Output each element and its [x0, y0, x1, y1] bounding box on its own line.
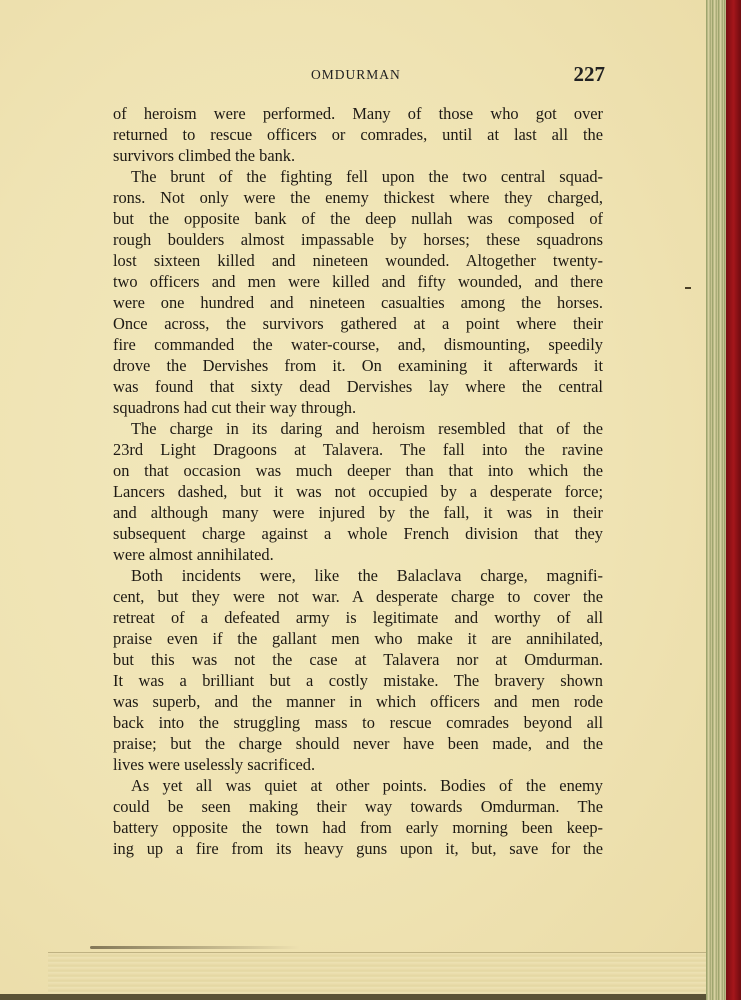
text-line: returned to rescue officers or comrades, until at last all the	[113, 125, 603, 144]
text-line: squadrons had cut their way through.	[113, 398, 357, 417]
text-line: but the opposite bank of the deep nullah was composed of	[113, 209, 603, 228]
text-line: back into the struggling mass to rescue comrades beyond all	[113, 713, 603, 732]
margin-mark	[685, 287, 691, 289]
page-number: 227	[573, 62, 605, 86]
text-line: The charge in its daring and heroism resembled that of the	[131, 419, 603, 438]
text-line: fire commanded the water-course, and, dismounting, speedily	[113, 335, 603, 354]
text-line: praise; but the charge should never have been made, and the	[113, 734, 603, 753]
text-line: retreat of a defeated army is legitimate and worthy of all	[113, 608, 603, 627]
running-title: OMDURMAN	[311, 67, 401, 82]
text-line: was found that sixty dead Dervishes lay where the central	[113, 377, 603, 396]
text-line: battery opposite the town had from early morning been keep-	[113, 818, 603, 837]
bottom-page-edges	[48, 952, 708, 999]
text-line: rons. Not only were the enemy thickest where they charged,	[113, 188, 603, 207]
text-line: As yet all was quiet at other points. Bodies of the enemy	[131, 776, 603, 795]
text-line: but this was not the case at Talavera nor at Omdurman.	[113, 650, 603, 669]
text-line: cent, but they were not war. A desperate charge to cover the	[113, 587, 603, 606]
text-line: rough boulders almost impassable by horses; these squadrons	[113, 230, 603, 249]
body-text	[113, 103, 603, 859]
text-line: Lancers dashed, but it was not occupied by a desperate force;	[113, 482, 603, 501]
text-line: It was a brilliant but a costly mistake. The bravery shown	[113, 671, 603, 690]
text-line: ing up a fire from its heavy guns upon it, but, save for the	[113, 839, 603, 858]
text-line: praise even if the gallant men who make it are annihilated,	[113, 629, 603, 648]
text-line: were almost annihilated.	[113, 545, 274, 564]
book-cover-edge	[726, 0, 741, 1000]
text-line: was superb, and the manner in which officers and men rode	[113, 692, 603, 711]
text-line: could be seen making their way towards Omdurman. The	[113, 797, 603, 816]
fore-edge-pages	[706, 0, 728, 1000]
text-line: survivors climbed the bank.	[113, 146, 296, 165]
text-line: of heroism were performed. Many of those who got over	[113, 104, 603, 123]
text-line: were one hundred and nineteen casualties among the horses.	[113, 293, 603, 312]
text-line: lives were uselessly sacrificed.	[113, 755, 316, 774]
running-head	[113, 62, 605, 86]
text-line: Both incidents were, like the Balaclava charge, magnifi-	[131, 566, 603, 585]
text-line: subsequent charge against a whole French division that they	[113, 524, 603, 543]
text-line: on that occasion was much deeper than that into which the	[113, 461, 603, 480]
text-line: The brunt of the fighting fell upon the two central squad-	[131, 167, 603, 186]
text-line: 23rd Light Dragoons at Talavera. The fall into the ravine	[113, 440, 603, 459]
text-line: and although many were injured by the fall, it was in their	[113, 503, 603, 522]
text-line: two officers and men were killed and fifty wounded, and there	[113, 272, 603, 291]
page-fold-shadow	[90, 946, 300, 949]
text-line: Once across, the survivors gathered at a point where their	[113, 314, 603, 333]
text-line: lost sixteen killed and nineteen wounded. Altogether twenty-	[113, 251, 603, 270]
text-line: drove the Dervishes from it. On examining it afterwards it	[113, 356, 603, 375]
bottom-band	[0, 994, 712, 1000]
